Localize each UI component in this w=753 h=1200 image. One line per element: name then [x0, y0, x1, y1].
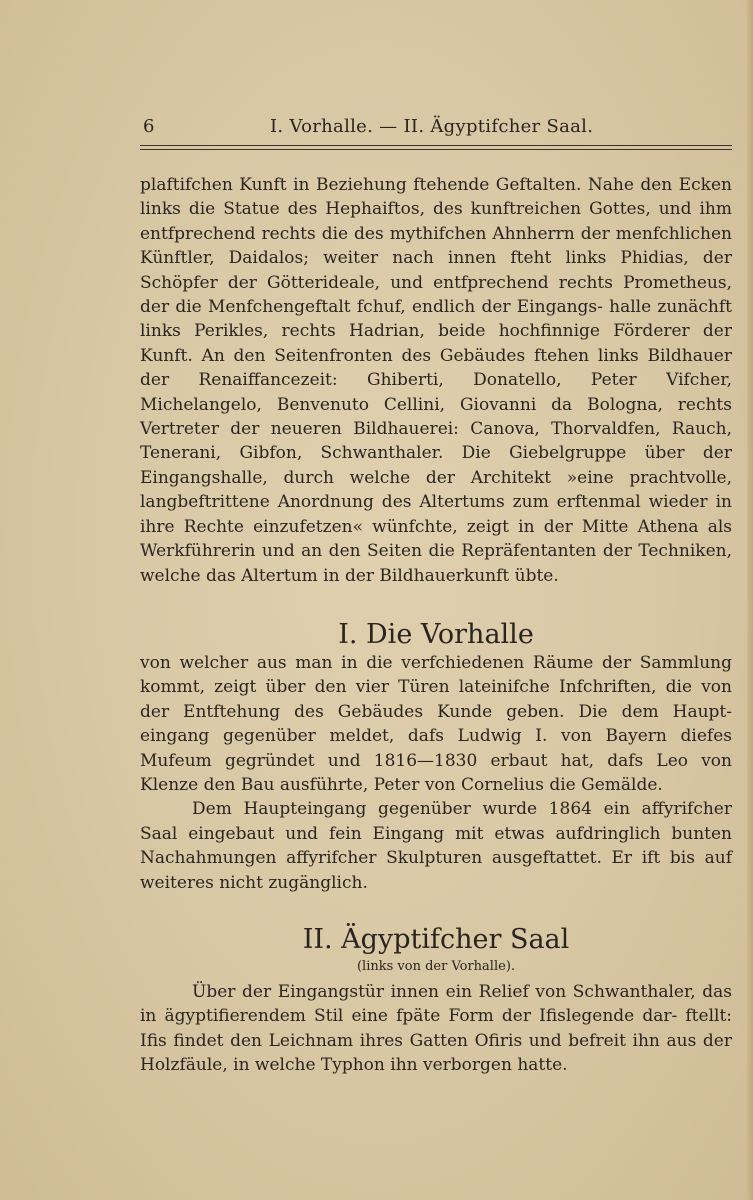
- running-header: [143, 116, 733, 144]
- vorhalle-text: [140, 651, 732, 895]
- vorhalle-paragraph-1: von welcher aus man in die verfchiedenen Räume der Sammlung kommt, zeigt über den vier Türen lateinifche Infchriften, die von der Entftehung des Gebäudes Kunde geben. Die dem Haupt- eingang gegenüber meldet, dafs Ludwig I. von Bayern diefes Mufeum gegründet und 1816—1830 erbaut hat, dafs Leo von Klenze den Bau ausführte, Peter von Cornelius die Gemälde.: [140, 653, 732, 796]
- aegyptischer-saal-paragraph: Über der Eingangstür innen ein Relief von Schwanthaler, das in ägyptifierendem Stil eine fpäte Form der Ifislegende dar- ftellt: Ifis findet den Leichnam ihres Gatten Ofiris und befreit ihn aus der Holzfäule, in welche Typhon ihn verborgen hatte.: [140, 982, 732, 1076]
- header-rule-top: [140, 145, 732, 146]
- vorhalle-paragraph-2: Dem Haupteingang gegenüber wurde 1864 ein affyrifcher Saal eingebaut und fein Eingang mit etwas aufdringlich bunten Nachahmungen affyrifcher Skulpturen ausgeftattet. Er ift bis auf weiteres nicht zugänglich.: [140, 799, 732, 893]
- running-title: I. Vorhalle. — II. Ägyptifcher Saal.: [270, 116, 594, 137]
- page-edge: [747, 0, 753, 1200]
- section-subheading: (links von der Vorhalle).: [356, 959, 516, 974]
- header-rule-bottom: [140, 149, 732, 150]
- page-number: 6: [143, 116, 155, 137]
- section-heading-vorhalle: I. Die Vorhalle: [338, 619, 534, 650]
- section-heading-aegyptischer-saal: II. Ägyptifcher Saal: [302, 924, 570, 955]
- intro-text: [140, 173, 732, 588]
- intro-paragraph: plaftifchen Kunft in Beziehung ftehende Geftalten. Nahe den Ecken links die Statue des Hephaiftos, des kunftreichen Gottes, und ihm entfprechend rechts die des mythifchen Ahnherrn der menfchlichen Künftler, Daidalos; weiter nach innen fteht links Phidias, der Schöpfer der Götterideale, und entfprechend rechts Prometheus, der die Menfchengeftalt fchuf, endlich der Eingangs- halle zunächft links Perikles, rechts Hadrian, beide hochfinnige Förderer der Kunft. An den Seitenfronten des Gebäudes ftehen links Bildhauer der Renaiffancezeit: Ghiberti, Donatello, Peter Vifcher, Michelangelo, Benvenuto Cellini, Giovanni da Bologna, rechts Vertreter der neueren Bildhauerei: Canova, Thorvaldfen, Rauch, Tenerani, Gibfon, Schwanthaler. Die Giebelgruppe über der Eingangshalle, durch welche der Architekt »eine prachtvolle, langbeftrittene Anordnung des Altertums zum erftenmal wieder in ihre Rechte einzufetzen« wünfchte, zeigt in der Mitte Athena als Werkführerin und an den Seiten die Repräfentanten der Techniken, welche das Altertum in der Bildhauerkunft übte.: [140, 175, 732, 586]
- aegyptischer-saal-text: [140, 980, 732, 1078]
